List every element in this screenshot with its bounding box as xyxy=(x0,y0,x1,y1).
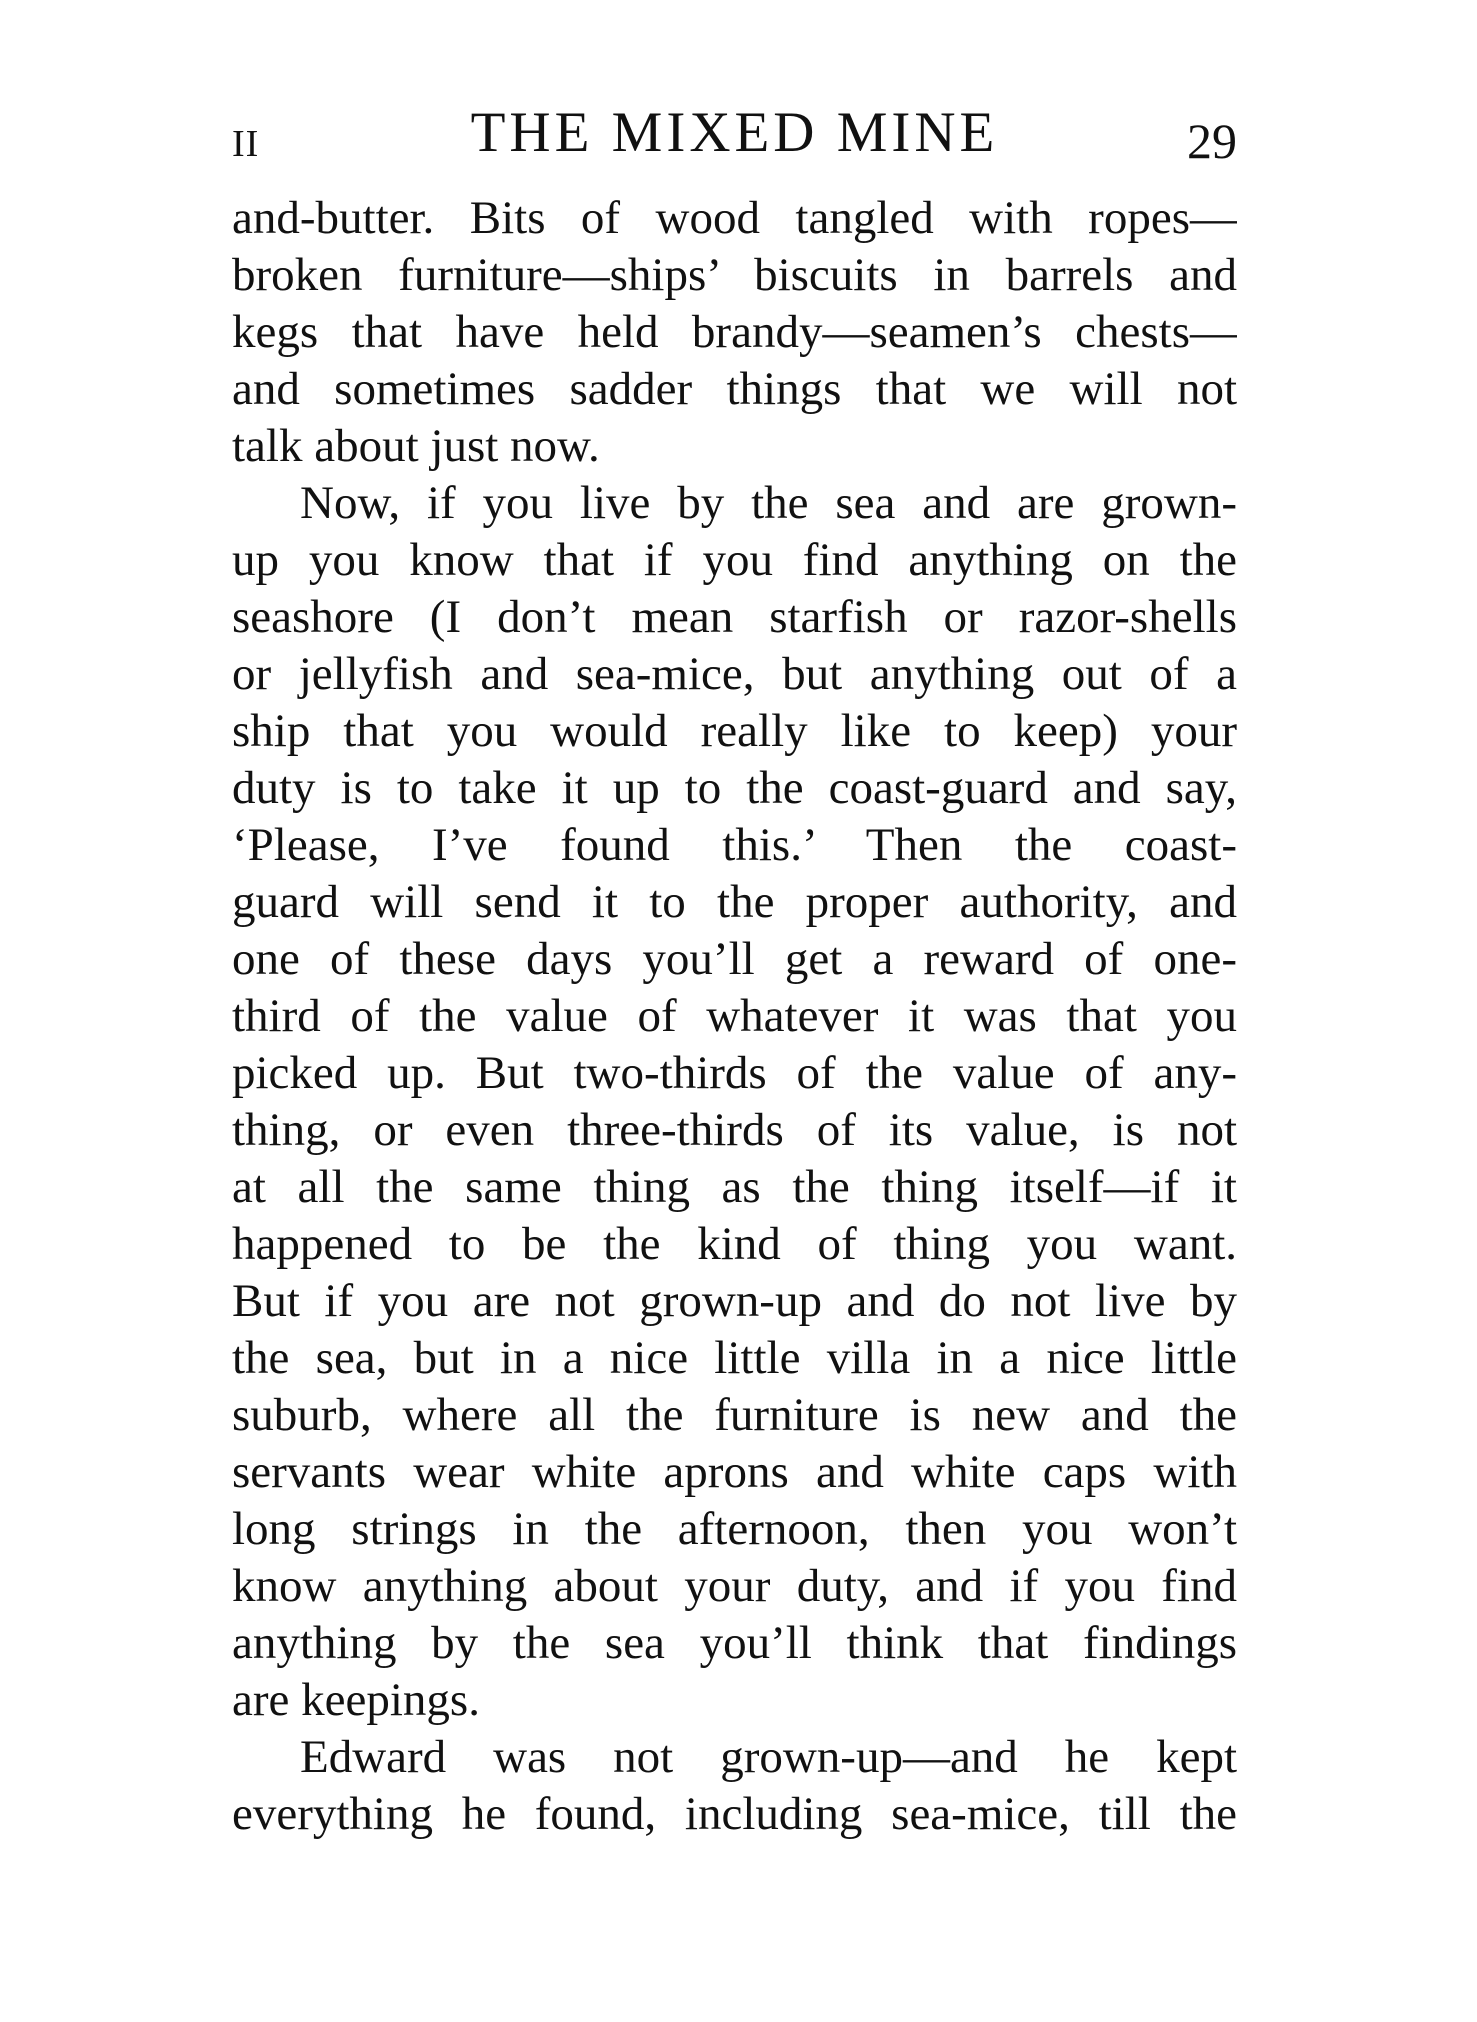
text-line: servants wear white aprons and white caps with xyxy=(232,1446,1237,1498)
text-line: third of the value of whatever it was that you xyxy=(232,990,1237,1042)
text-line: are keepings. xyxy=(232,1674,480,1726)
text-line: ‘Please, I’ve found this.’ Then the coast- xyxy=(232,819,1237,871)
text-line: guard will send it to the proper authority, and xyxy=(232,876,1237,928)
text-line: happened to be the kind of thing you want. xyxy=(232,1218,1237,1270)
page-header xyxy=(232,100,1237,170)
text-line: know anything about your duty, and if you find xyxy=(232,1560,1237,1612)
body-text xyxy=(232,190,1237,1843)
text-line: ship that you would really like to keep) your xyxy=(232,705,1237,757)
text-line: anything by the sea you’ll think that findings xyxy=(232,1617,1237,1669)
paragraph xyxy=(232,475,1237,1729)
paragraph xyxy=(232,1729,1237,1843)
page-number: 29 xyxy=(1187,113,1237,169)
text-line: But if you are not grown-up and do not live by xyxy=(232,1275,1237,1327)
running-title: THE MIXED MINE xyxy=(470,101,999,164)
paragraph xyxy=(232,190,1237,475)
text-line: Now, if you live by the sea and are grown- xyxy=(300,477,1237,529)
text-line: and-butter. Bits of wood tangled with ropes— xyxy=(232,192,1237,244)
text-line: up you know that if you find anything on the xyxy=(232,534,1237,586)
text-line: and sometimes sadder things that we will not xyxy=(232,363,1237,415)
text-line: or jellyfish and sea-mice, but anything out of a xyxy=(232,648,1237,700)
text-line: the sea, but in a nice little villa in a nice little xyxy=(232,1332,1237,1384)
text-line: one of these days you’ll get a reward of one- xyxy=(232,933,1237,985)
text-line: everything he found, including sea-mice, till the xyxy=(232,1788,1237,1840)
text-line: suburb, where all the furniture is new and the xyxy=(232,1389,1237,1441)
text-line: thing, or even three-thirds of its value, is not xyxy=(232,1104,1237,1156)
text-line: duty is to take it up to the coast-guard and say, xyxy=(232,762,1237,814)
text-line: picked up. But two-thirds of the value of any- xyxy=(232,1047,1237,1099)
book-page xyxy=(232,0,1237,2022)
text-line: Edward was not grown-up—and he kept xyxy=(300,1731,1237,1783)
text-line: kegs that have held brandy—seamen’s chests— xyxy=(232,306,1237,358)
text-line: at all the same thing as the thing itself—if it xyxy=(232,1161,1237,1213)
text-line: seashore (I don’t mean starfish or razor-shells xyxy=(232,591,1237,643)
text-line: talk about just now. xyxy=(232,420,600,472)
chapter-number: II xyxy=(232,123,260,165)
text-line: long strings in the afternoon, then you won’t xyxy=(232,1503,1237,1555)
text-line: broken furniture—ships’ biscuits in barrels and xyxy=(232,249,1237,301)
